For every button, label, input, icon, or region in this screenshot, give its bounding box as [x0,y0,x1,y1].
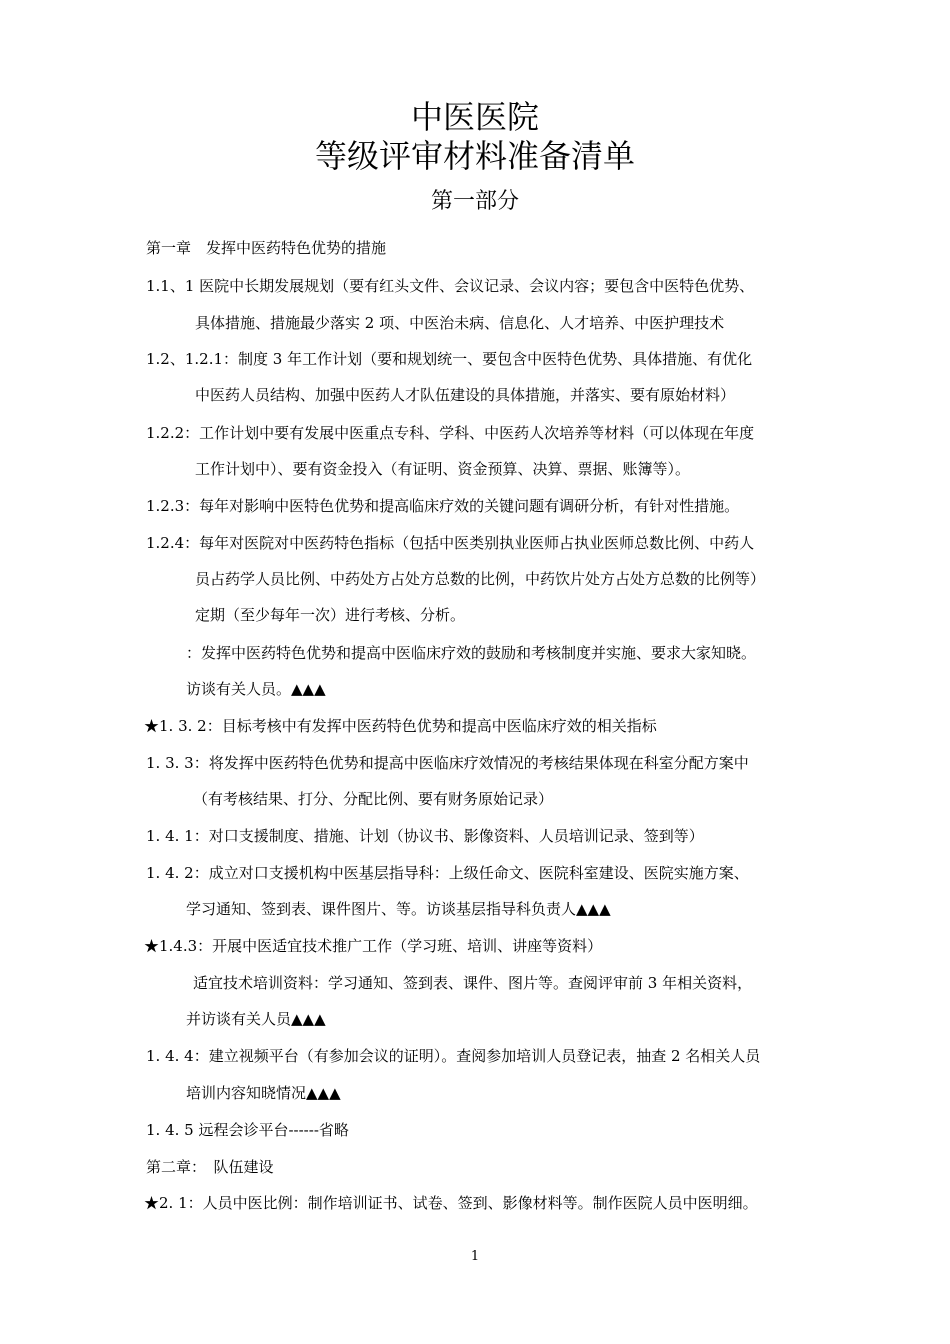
list-item-continuation: 访谈有关人员。▲▲▲ [186,680,326,698]
chapter-heading: 第二章： 队伍建设 [146,1158,274,1176]
part-heading: 第一部分 [430,189,519,214]
list-item: 1. 4. 4：建立视频平台（有参加会议的证明）。查阅参加培训人员登记表，抽查 2 名相关人员 [146,1047,761,1065]
list-item-continuation: 并访谈有关人员▲▲▲ [186,1010,326,1028]
list-item: 1.2、1.2.1：制度 3 年工作计划（要和规划统一、要包含中医特色优势、具体措施、有优化 [146,350,753,368]
list-item: 1. 3. 3：将发挥中医药特色优势和提高中医临床疗效情况的考核结果体现在科室分配方案中 [146,754,749,772]
list-item-continuation: 培训内容知晓情况▲▲▲ [186,1084,341,1102]
list-item: 1. 4. 2：成立对口支援机构中医基层指导科：上级任命文、医院科室建设、医院实施方案、 [146,864,749,882]
list-item-continuation: 中医药人员结构、加强中医药人才队伍建设的具体措施，并落实、要有原始材料） [195,386,736,404]
page-number: 1 [470,1249,480,1264]
list-item-continuation: 具体措施、措施最少落实 2 项、中医治未病、信息化、人才培养、中医护理技术 [195,314,725,332]
list-item-continuation: 员占药学人员比例、中药处方占处方总数的比例，中药饮片处方占处方总数的比例等） [195,570,766,588]
list-item: 1.2.4：每年对医院对中医药特色指标（包括中医类别执业医师占执业医师总数比例、中药人 [146,534,755,552]
list-item-continuation: 工作计划中）、要有资金投入（有证明、资金预算、决算、票据、账簿等）。 [195,460,691,478]
list-item-continuation: 学习通知、签到表、课件图片、等。访谈基层指导科负责人▲▲▲ [186,900,611,918]
list-item-starred: ★1.4.3：开展中医适宜技术推广工作（学习班、培训、讲座等资料） [144,937,603,955]
list-item-starred: ★2. 1：人员中医比例：制作培训证书、试卷、签到、影像材料等。制作医院人员中医明细。 [144,1194,758,1212]
chapter-heading: 第一章 发挥中医药特色优势的措施 [146,239,387,257]
list-item-starred: ★1. 3. 2：目标考核中有发挥中医药特色优势和提高中医临床疗效的相关指标 [144,717,657,735]
list-item-continuation: 定期（至少每年一次）进行考核、分析。 [195,606,466,624]
list-item: 1. 4. 1：对口支援制度、措施、计划（协议书、影像资料、人员培训记录、签到等） [146,827,704,845]
list-item: ：发挥中医药特色优势和提高中医临床疗效的鼓励和考核制度并实施、要求大家知晓。 [186,644,757,662]
list-item: 1.2.3：每年对影响中医特色优势和提高临床疗效的关键问题有调研分析，有针对性措施。 [146,497,740,515]
list-item: 1.1、1 医院中长期发展规划（要有红头文件、会议记录、会议内容；要包含中医特色优势、 [146,277,755,295]
list-item-continuation: 适宜技术培训资料：学习通知、签到表、课件、图片等。查阅评审前 3 年相关资料， [193,974,753,992]
list-item: 1. 4. 5 远程会诊平台------省略 [146,1121,349,1139]
document-title-line1: 中医医院 [410,98,539,136]
list-item-continuation: （有考核结果、打分、分配比例、要有财务原始记录） [193,790,554,808]
document-title-line2: 等级评审材料准备清单 [314,137,635,175]
list-item: 1.2.2：工作计划中要有发展中医重点专科、学科、中医药人次培养等材料（可以体现在年度 [146,424,755,442]
